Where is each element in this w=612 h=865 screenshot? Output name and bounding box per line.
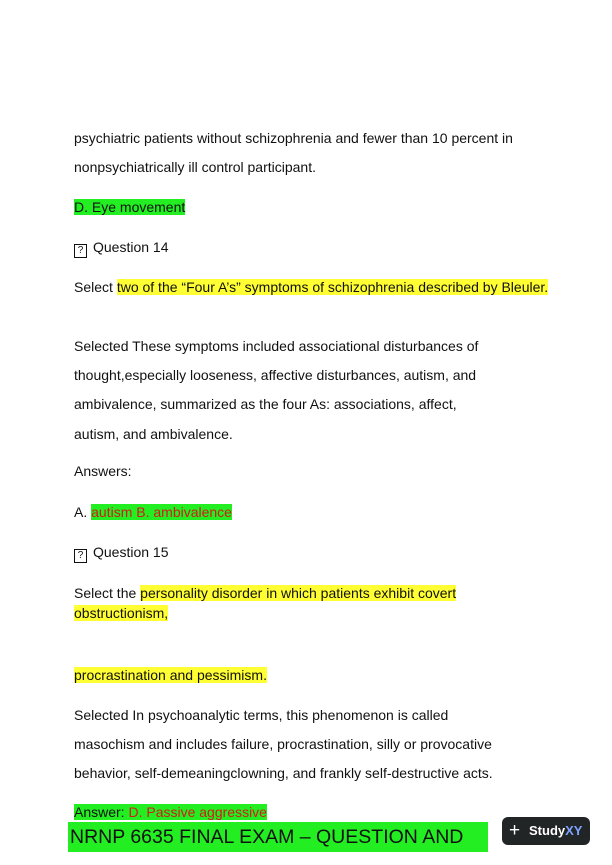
question-label: Question 14 xyxy=(93,239,169,255)
selected-line: thought,especially looseness, affective disturbances, autism, and xyxy=(74,367,477,383)
answer-text: D. Passive aggressive xyxy=(128,804,267,820)
question-15-prompt-continued xyxy=(74,667,554,684)
answer-d-line xyxy=(74,199,554,216)
selected-line: behavior, self-demeaningclowning, and frankly self-destructive acts. xyxy=(74,765,493,781)
plus-icon: + xyxy=(509,820,521,841)
prompt-highlight: two of the “Four A’s” symptoms of schizophrenia described by Bleuler. xyxy=(116,279,549,295)
question-mark-icon: ? xyxy=(74,549,87,563)
prompt-prefix: Select xyxy=(74,279,117,295)
selected-line: Selected In psychoanalytic terms, this phenomenon is called xyxy=(74,707,449,723)
selected-line: ambivalence, summarized as the four As: associations, affect, xyxy=(74,396,457,412)
answer-highlight: D. Eye movement xyxy=(74,199,186,215)
question-14-heading xyxy=(74,239,554,258)
text-line: psychiatric patients without schizophrenia and fewer than 10 percent in xyxy=(74,130,513,146)
studyxy-logo[interactable] xyxy=(502,817,590,845)
answer-highlight: autism B. ambivalence xyxy=(91,504,232,520)
prompt-highlight: personality disorder in which patients exhibit covert obstructionism, xyxy=(74,585,457,621)
question-15-heading xyxy=(74,544,554,563)
logo-text-xy: XY xyxy=(565,823,583,838)
question-14-prompt xyxy=(74,277,554,297)
answer-highlight xyxy=(74,804,267,820)
question-mark-icon: ? xyxy=(74,244,87,258)
selected-line: masochism and includes failure, procrastination, silly or provocative xyxy=(74,736,492,752)
selected-line: autism, and ambivalence. xyxy=(74,426,233,442)
logo-text-study: Study xyxy=(529,823,566,838)
text-line: nonpsychiatrically ill control participant. xyxy=(74,159,316,175)
answer-line xyxy=(74,804,554,821)
question-15-prompt xyxy=(74,583,514,623)
selected-line: Selected These symptoms included associational disturbances of xyxy=(74,338,479,354)
answer-line xyxy=(74,504,554,521)
answer-prefix: A. xyxy=(74,504,88,520)
footer-title: NRNP 6635 FINAL EXAM – QUESTION AND xyxy=(70,826,464,848)
answers-label: Answers: xyxy=(74,463,132,479)
answer-label: Answer: xyxy=(74,804,125,820)
prompt-highlight: procrastination and pessimism. xyxy=(74,667,267,683)
logo-text xyxy=(529,817,582,845)
prompt-prefix: Select the xyxy=(74,585,141,601)
question-label: Question 15 xyxy=(93,544,169,560)
